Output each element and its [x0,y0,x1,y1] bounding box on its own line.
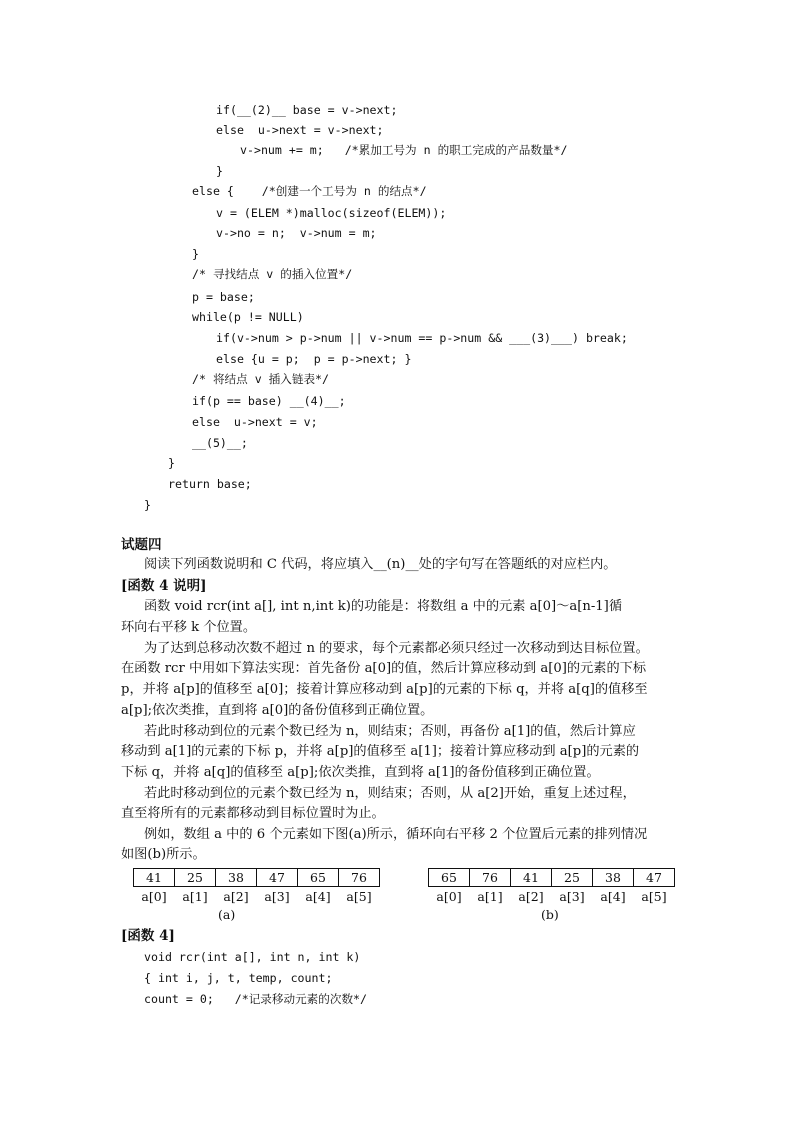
array-cell: 25 [175,869,216,887]
paragraph-line: 如图(b)所示。 [121,847,206,862]
code-line: } [168,456,175,470]
array-cell: 38 [593,869,634,887]
array-cell: 76 [470,869,511,887]
code-line: while(p != NULL) [192,310,304,324]
array-cell: 65 [298,869,339,887]
array-cell: 65 [429,869,470,887]
array-cell: 25 [552,869,593,887]
code-line: return base; [168,477,252,491]
code-line: else { /*创建一个工号为 n 的结点*/ [192,184,427,198]
array-cell: 47 [634,869,675,887]
code-line: else u->next = v->next; [216,123,384,137]
array-index-label: a[5] [346,888,372,904]
paragraph-line: 移动到 a[1]的元素的下标 p，并将 a[p]的值移至 a[1]；接着计算应移动到 a[p]的元素的 [121,744,640,759]
code-line: else {u = p; p = p->next; } [216,352,412,366]
code-line: } [144,498,151,512]
code-line: else u->next = v; [192,415,318,429]
array-cell: 38 [216,869,257,887]
intro-text: 阅读下列函数说明和 C 代码，将应填入__(n)__处的字句写在答题纸的对应栏内。 [144,557,617,572]
paragraph-line: 下标 q，并将 a[q]的值移至 a[p];依次类推，直到将 a[1]的备份值移到正确位置。 [121,765,600,780]
code-line: } [192,247,199,261]
array-index-label: a[3] [559,888,585,904]
code-line: } [216,164,223,178]
paragraph-line: p，并将 a[p]的值移至 a[0]；接着计算应移动到 a[p]的元素的下标 q，并将 a[q]的值移至 [121,682,648,697]
array-cell: 41 [134,869,175,887]
array-index-label: a[0] [436,888,462,904]
paragraph-line: 在函数 rcr 中用如下算法实现：首先备份 a[0]的值，然后计算应移动到 a[0]的元素的下标 [121,661,647,676]
array-index-label: a[2] [223,888,249,904]
array-cell: 76 [339,869,380,887]
paragraph-line: a[p];依次类推，直到将 a[0]的备份值移到正确位置。 [121,703,434,718]
code-line: /* 将结点 v 插入链表*/ [192,372,329,386]
code-line: if(__(2)__ base = v->next; [216,103,398,117]
paragraph-line: 若此时移动到位的元素个数已经为 n，则结束；否则，从 a[2]开始，重复上述过程， [144,786,636,801]
array-index-label: a[1] [182,888,208,904]
paragraph-line: 函数 void rcr(int a[], int n,int k)的功能是：将数组 a 中的元素 a[0]～a[n-1]循 [144,599,623,614]
array-cell: 41 [511,869,552,887]
code-line: if(v->num > p->num || v->num == p->num && ___(3)___) break; [216,331,628,345]
array-index-label: a[4] [600,888,626,904]
code-line: v->num += m; /*累加工号为 n 的职工完成的产品数量*/ [240,143,568,157]
array-figure-a [133,868,380,905]
array-index-label: a[1] [477,888,503,904]
array-index-label: a[3] [264,888,290,904]
code-line: p = base; [192,290,255,304]
figure-caption-b: (b) [541,907,559,922]
figure-caption-a: (a) [218,907,236,922]
array-index-label: a[0] [141,888,167,904]
array-figure-b [428,868,675,905]
code-line: void rcr(int a[], int n, int k) [144,950,361,964]
section-title: 试题四 [121,537,162,553]
description-heading: [函数 4 说明] [121,578,207,594]
code-line: count = 0; /*记录移动元素的次数*/ [144,992,368,1006]
code-line: v = (ELEM *)malloc(sizeof(ELEM)); [216,206,447,220]
code-line: __(5)__; [192,436,248,450]
paragraph-line: 直至将所有的元素都移动到目标位置时为止。 [121,806,385,821]
function-heading: [函数 4] [121,928,175,944]
array-cell: 47 [257,869,298,887]
paragraph-line: 若此时移动到位的元素个数已经为 n，则结束；否则，再备份 a[1]的值，然后计算应 [144,724,636,739]
code-line: /* 寻找结点 v 的插入位置*/ [192,267,353,281]
code-line: if(p == base) __(4)__; [192,394,346,408]
paragraph-line: 为了达到总移动次数不超过 n 的要求，每个元素都必须只经过一次移动到达目标位置。 [144,641,649,656]
array-index-label: a[4] [305,888,331,904]
paragraph-line: 例如，数组 a 中的 6 个元素如下图(a)所示，循环向右平移 2 个位置后元素的排列情况 [144,827,648,842]
code-line: v->no = n; v->num = m; [216,226,377,240]
array-index-label: a[2] [518,888,544,904]
code-line: { int i, j, t, temp, count; [144,971,333,985]
paragraph-line: 环向右平移 k 个位置。 [121,620,257,635]
array-index-label: a[5] [641,888,667,904]
